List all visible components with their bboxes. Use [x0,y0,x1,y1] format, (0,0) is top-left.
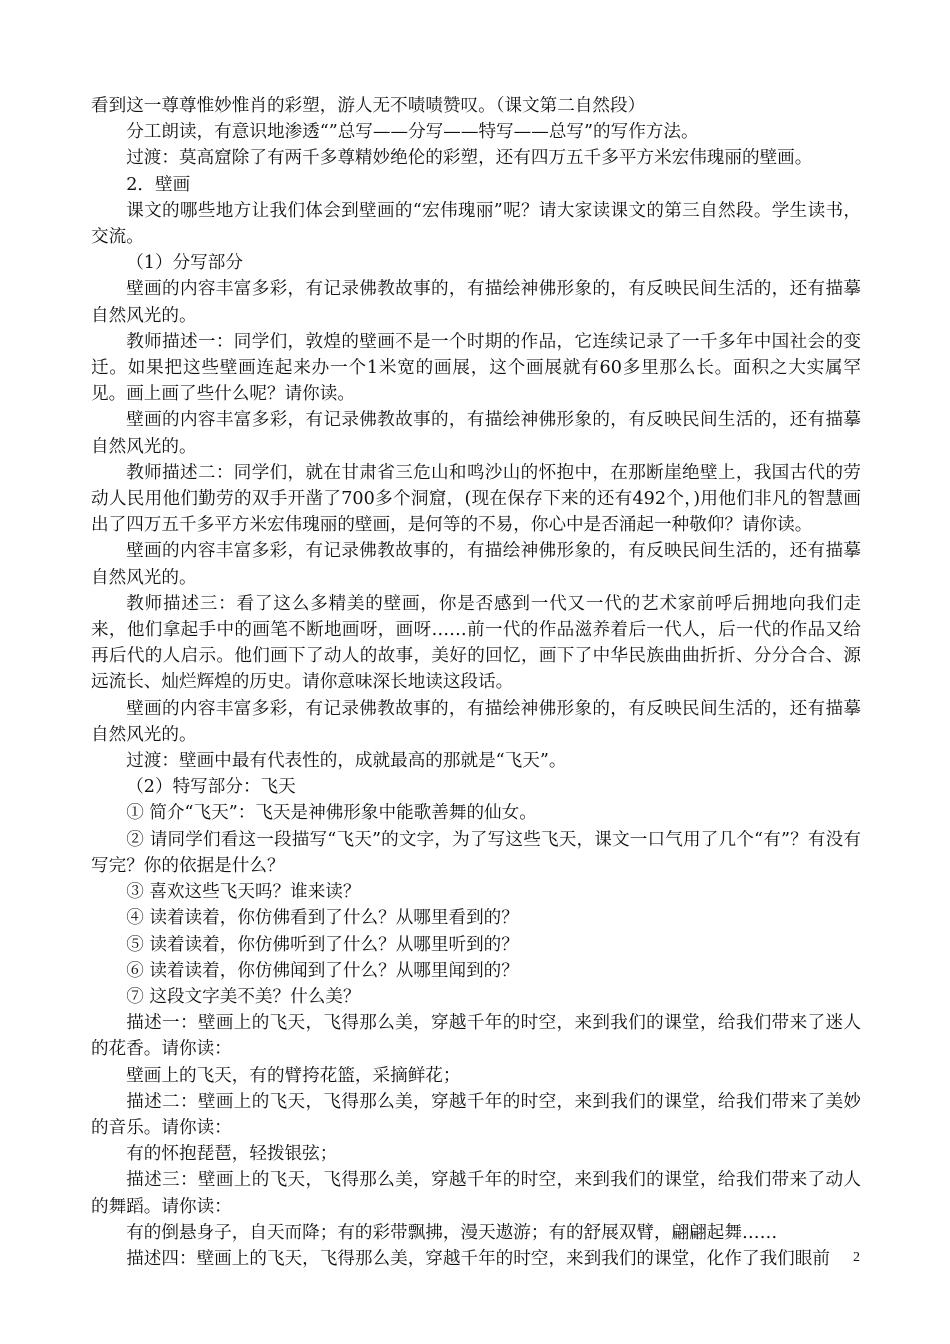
paragraph: 教师描述三：看了这么多精美的壁画，你是否感到一代又一代的艺术家前呼后拥地向我们走来，他们拿起手中的画笔不断地画呀，画呀……前一代的作品滋养着后一代人，后一代的作品又给再后代的人启示。他们画下了动人的故事，美好的回忆，画下了中华民族曲曲折折、分分合合、源远流长、灿烂辉煌的历史。请你意味深长地读这段话。 [91,593,861,693]
paragraph: 分工朗读，有意识地渗透“”总写——分写——特写——总写”的写作方法。 [126,122,699,143]
paragraph: 教师描述一：同学们，敦煌的壁画不是一个时期的作品，它连续记录了一千多年中国社会的变迁。如果把这些壁画连起来办一个1米宽的画展，这个画展就有60多里那么长。面积之大实属罕见。画上画了些什么呢？请你读。 [91,331,861,405]
paragraph: 描述三：壁画上的飞天，飞得那么美，穿越千年的时空，来到我们的课堂，给我们带来了动人的舞蹈。请你读： [91,1170,861,1217]
list-item: ② 请同学们看这一段描写“飞天”的文字，为了写这些飞天，课文一口气用了几个“有”？有没有写完？你的依据是什么？ [91,829,861,876]
subsection-heading: （2）特写部分：飞天 [126,777,296,798]
list-item: ④ 读着读着，你仿佛看到了什么？从哪里看到的？ [126,908,519,929]
subsection-heading: （1）分写部分 [126,253,243,274]
paragraph: 过渡：莫高窟除了有两千多尊精妙绝伦的彩塑，还有四万五千多平方米宏伟瑰丽的壁画。 [126,148,813,169]
paragraph: 教师描述二：同学们，就在甘肃省三危山和鸣沙山的怀抱中，在那断崖绝壁上，我国古代的劳动人民用他们勤劳的双手开凿了700多个洞窟，(现在保存下来的还有492个，)用他们非凡的智慧画出了四万五千多平方米宏伟瑰丽的壁画，是何等的不易，你心中是否涌起一种敬仰？请你读。 [91,462,861,536]
list-item: ⑤ 读着读着，你仿佛听到了什么？从哪里听到的？ [126,934,519,955]
paragraph: 壁画的内容丰富多彩，有记录佛教故事的，有描绘神佛形象的，有反映民间生活的，还有描摹自然风光的。 [91,410,861,457]
paragraph: 有的倒悬身子，自天而降；有的彩带飘拂，漫天遨游；有的舒展双臂，翩翩起舞…… [126,1222,778,1243]
document-page [91,93,861,1272]
paragraph: 课文的哪些地方让我们体会到壁画的“宏伟瑰丽”呢？请大家读课文的第三自然段。学生读书，交流。 [91,200,861,248]
paragraph: 壁画上的飞天，有的臂挎花篮，采摘鲜花； [126,1065,461,1086]
list-item: ⑥ 读着读着，你仿佛闻到了什么？从哪里闻到的？ [126,960,519,981]
paragraph: 描述一：壁画上的飞天，飞得那么美，穿越千年的时空，来到我们的课堂，给我们带来了迷人的花香。请你读： [91,1013,861,1060]
page-number: 2 [853,1250,860,1265]
paragraph: 看到这一尊尊惟妙惟肖的彩塑，游人无不啧啧赞叹。（课文第二自然段） [91,96,646,116]
paragraph: 有的怀抱琵琶，轻拨银弦； [126,1144,338,1165]
paragraph: 过渡：壁画中最有代表性的，成就最高的那就是“飞天”。 [126,751,567,772]
paragraph: 壁画的内容丰富多彩，有记录佛教故事的，有描绘神佛形象的，有反映民间生活的，还有描摹自然风光的。 [91,279,861,326]
paragraph: 壁画的内容丰富多彩，有记录佛教故事的，有描绘神佛形象的，有反映民间生活的，还有描摹自然风光的。 [91,541,861,588]
section-heading: 2．壁画 [126,174,191,195]
paragraph: 描述四：壁画上的飞天，飞得那么美，穿越千年的时空，来到我们的课堂，化作了我们眼前 [126,1248,830,1269]
paragraph: 描述二：壁画上的飞天，飞得那么美，穿越千年的时空，来到我们的课堂，给我们带来了美妙的音乐。请你读： [91,1091,861,1138]
list-item: ① 简介“飞天”：飞天是神佛形象中能歌善舞的仙女。 [126,803,537,824]
list-item: ⑦ 这段文字美不美？什么美？ [126,986,361,1007]
paragraph: 壁画的内容丰富多彩，有记录佛教故事的，有描绘神佛形象的，有反映民间生活的，还有描摹自然风光的。 [91,698,861,745]
list-item: ③ 喜欢这些飞天吗？谁来读？ [126,882,361,903]
